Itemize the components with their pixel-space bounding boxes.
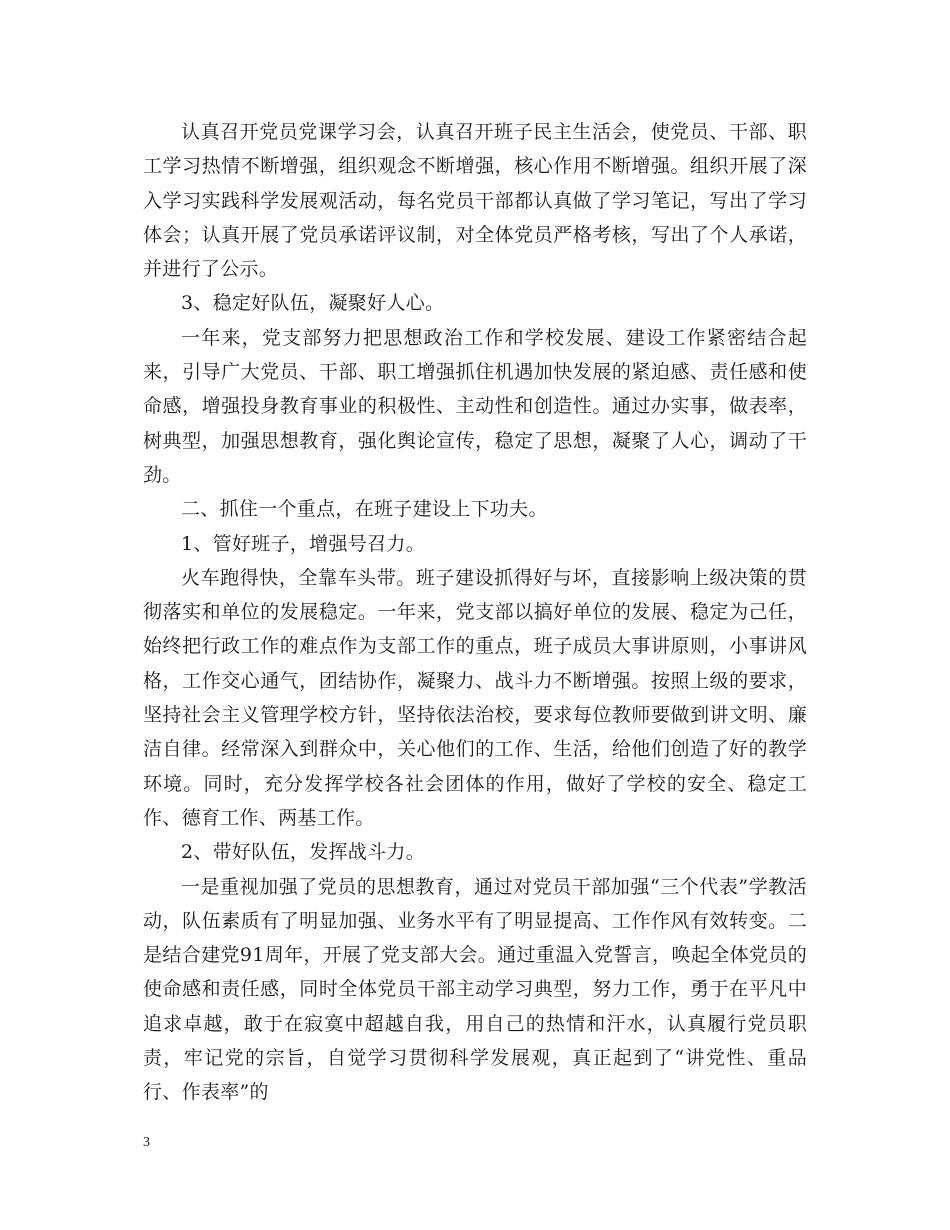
heading-manage-leadership: 1、管好班子，增强号召力。 bbox=[181, 532, 425, 555]
document-body bbox=[143, 115, 807, 1110]
page-number: 3 bbox=[143, 1135, 150, 1150]
paragraph-past-year: 一年来，党支部努力把思想政治工作和学校发展、建设工作紧密结合起来，引导广大党员、干部、职工增强抓住机遇加快发展的紧迫感、责任感和使命感，增强投身教育事业的积极性、主动性和创造性。通过办实事，做表率，树典型，加强思想教育，强化舆论宣传，稳定了思想，凝聚了人心，调动了干劲。 bbox=[143, 326, 807, 486]
heading-lead-team: 2、带好队伍，发挥战斗力。 bbox=[181, 841, 425, 864]
paragraph-study-meetings: 认真召开党员党课学习会，认真召开班子民主生活会，使党员、干部、职工学习热情不断增强，组织观念不断增强，核心作用不断增强。组织开展了深入学习实践科学发展观活动，每名党员干部都认真做了学习笔记，写出了学习体会；认真开展了党员承诺评议制，对全体党员严格考核，写出了个人承诺，并进行了公示。 bbox=[143, 121, 807, 281]
paragraph-train-analogy: 火车跑得快，全靠车头带。班子建设抓得好与坏，直接影响上级决策的贯彻落实和单位的发展稳定。一年来，党支部以搞好单位的发展、稳定为己任，始终把行政工作的难点作为支部工作的重点，班子成员大事讲原则，小事讲风格，工作交心通气，团结协作，凝聚力、战斗力不断增强。按照上级的要求，坚持社会主义管理学校方针，坚持依法治校，要求每位教师要做到讲文明、廉洁自律。经常深入到群众中，关心他们的工作、生活，给他们创造了好的教学环境。同时，充分发挥学校各社会团体的作用，做好了学校的安全、稳定工作、德育工作、两基工作。 bbox=[143, 566, 807, 829]
heading-stabilize-team: 3、稳定好队伍，凝聚好人心。 bbox=[181, 292, 445, 315]
paragraph-party-education: 一是重视加强了党员的思想教育，通过对党员干部加强“三个代表”学教活动，队伍素质有了明显加强、业务水平有了明显提高、工作作风有效转变。二是结合建党91周年，开展了党支部大会。通过重温入党誓言，唤起全体党员的使命感和责任感，同时全体党员干部主动学习典型，努力工作，勇于在平凡中追求卓越，敢于在寂寞中超越自我，用自己的热情和汗水，认真履行党员职责，牢记党的宗旨，自觉学习贯彻科学发展观，真正起到了“讲党性、重品行、作表率”的 bbox=[143, 875, 807, 1104]
heading-leadership-building: 二、抓住一个重点，在班子建设上下功夫。 bbox=[181, 498, 548, 521]
